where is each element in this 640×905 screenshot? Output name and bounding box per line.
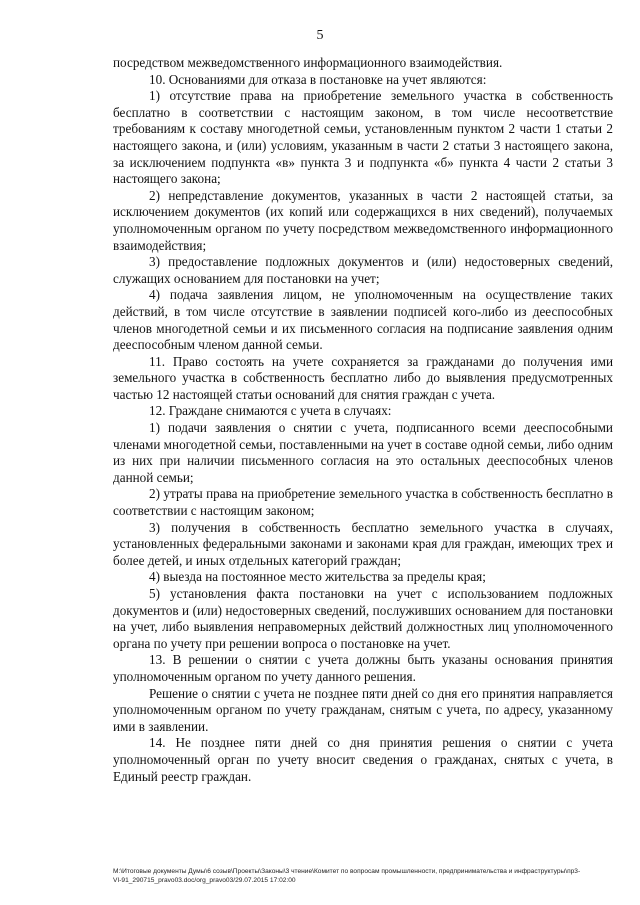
paragraph: посредством межведомственного информационного взаимодействия. [113,55,503,70]
document-body [113,55,613,785]
paragraph: Решение о снятии с учета не позднее пяти дней со дня его принятия направляется уполномоченным органом по учету гражданам, снятым с учета, по адресу, указанному ими в заявлении. [113,685,613,734]
paragraph: 2) утраты права на приобретение земельного участка в собственность бесплатно в соответствии с настоящим законом; [113,486,613,519]
file-path-footer [113,867,613,885]
paragraph: 11. Право состоять на учете сохраняется за гражданами до получения ими земельного участка в собственность бесплатно либо до выявления предусмотренных частью 12 настоящей статьи оснований для снятия граждан с учета. [113,353,613,402]
paragraph: 10. Основаниями для отказа в постановке на учет являются: [149,71,487,87]
paragraph: 3) предоставление подложных документов и (или) недостоверных сведений, служащих основанием для постановки на учет; [113,254,613,286]
paragraph: 12. Граждане снимаются с учета в случаях: [149,403,392,419]
paragraph: 5) установления факта постановки на учет с использованием подложных документов и (или) недостоверных сведений, послуживших основанием для постановки на учет, либо выявления неправомерных действий должностных лиц уполномоченного органа по учету при решении вопроса о постановке на учет. [113,586,613,651]
page-number: 5 [316,28,324,43]
paragraph: 4) подача заявления лицом, не уполномоченным на осуществление таких действий, в том числе отсутствие в заявлении подписей кого-либо из дееспособных членов многодетной семьи и их письменного согласия на подписание заявления одним дееспособным членом данной семьи. [113,287,613,353]
paragraph: 3) получения в собственность бесплатно земельного участка в случаях, установленных федеральными законами и законами края для граждан, имеющих трех и более детей, и иных отдельных категорий граждан; [113,519,613,568]
paragraph: 2) непредставление документов, указанных в части 2 настоящей статьи, за исключением документов (их копий или содержащихся в них сведений), получаемых уполномоченным органом по учету посредством межведомственного информационного взаимодействия; [113,187,613,253]
paragraph: 1) отсутствие права на приобретение земельного участка в собственность бесплатно в соответствии с настоящим законом, в том числе несоответствие требованиям к составу многодетной семьи, установленным пунктом 2 части 1 статьи 2 настоящего закона, и (или) условиям, указанным в части 2 статьи 3 настоящего закона, за исключением подпункта «в» пункта 3 и подпункта «б» пункта 4 части 2 статьи 3 настоящего закона; [113,88,613,187]
paragraph: 13. В решении о снятии с учета должны быть указаны основания принятия уполномоченным органом по учету данного решения. [113,652,613,684]
footer-line: M:\Итоговые документы Думы\6 созыв\Проекты\Законы\3 чтение\Комитет по вопросам промышленности, предпринимательства и инфраструктуры\пр3- [113,868,581,875]
paragraph: 4) выезда на постоянное место жительства за пределы края; [149,569,486,585]
footer-line: VI-91_290715_pravo03.doc/org_pravo03/29.07.2015 17:02:00 [113,877,296,884]
paragraph: 1) подачи заявления о снятии с учета, подписанного всеми дееспособными членами многодетной семьи, поставленными на учет в составе одной семьи, либо одним из них при наличии письменного согласия на это остальных дееспособных членов данной семьи; [113,420,613,485]
paragraph: 14. Не позднее пяти дней со дня принятия решения о снятии с учета уполномоченный орган по учету вносит сведения о гражданах, снятых с учета, в Единый реестр граждан. [113,735,613,784]
